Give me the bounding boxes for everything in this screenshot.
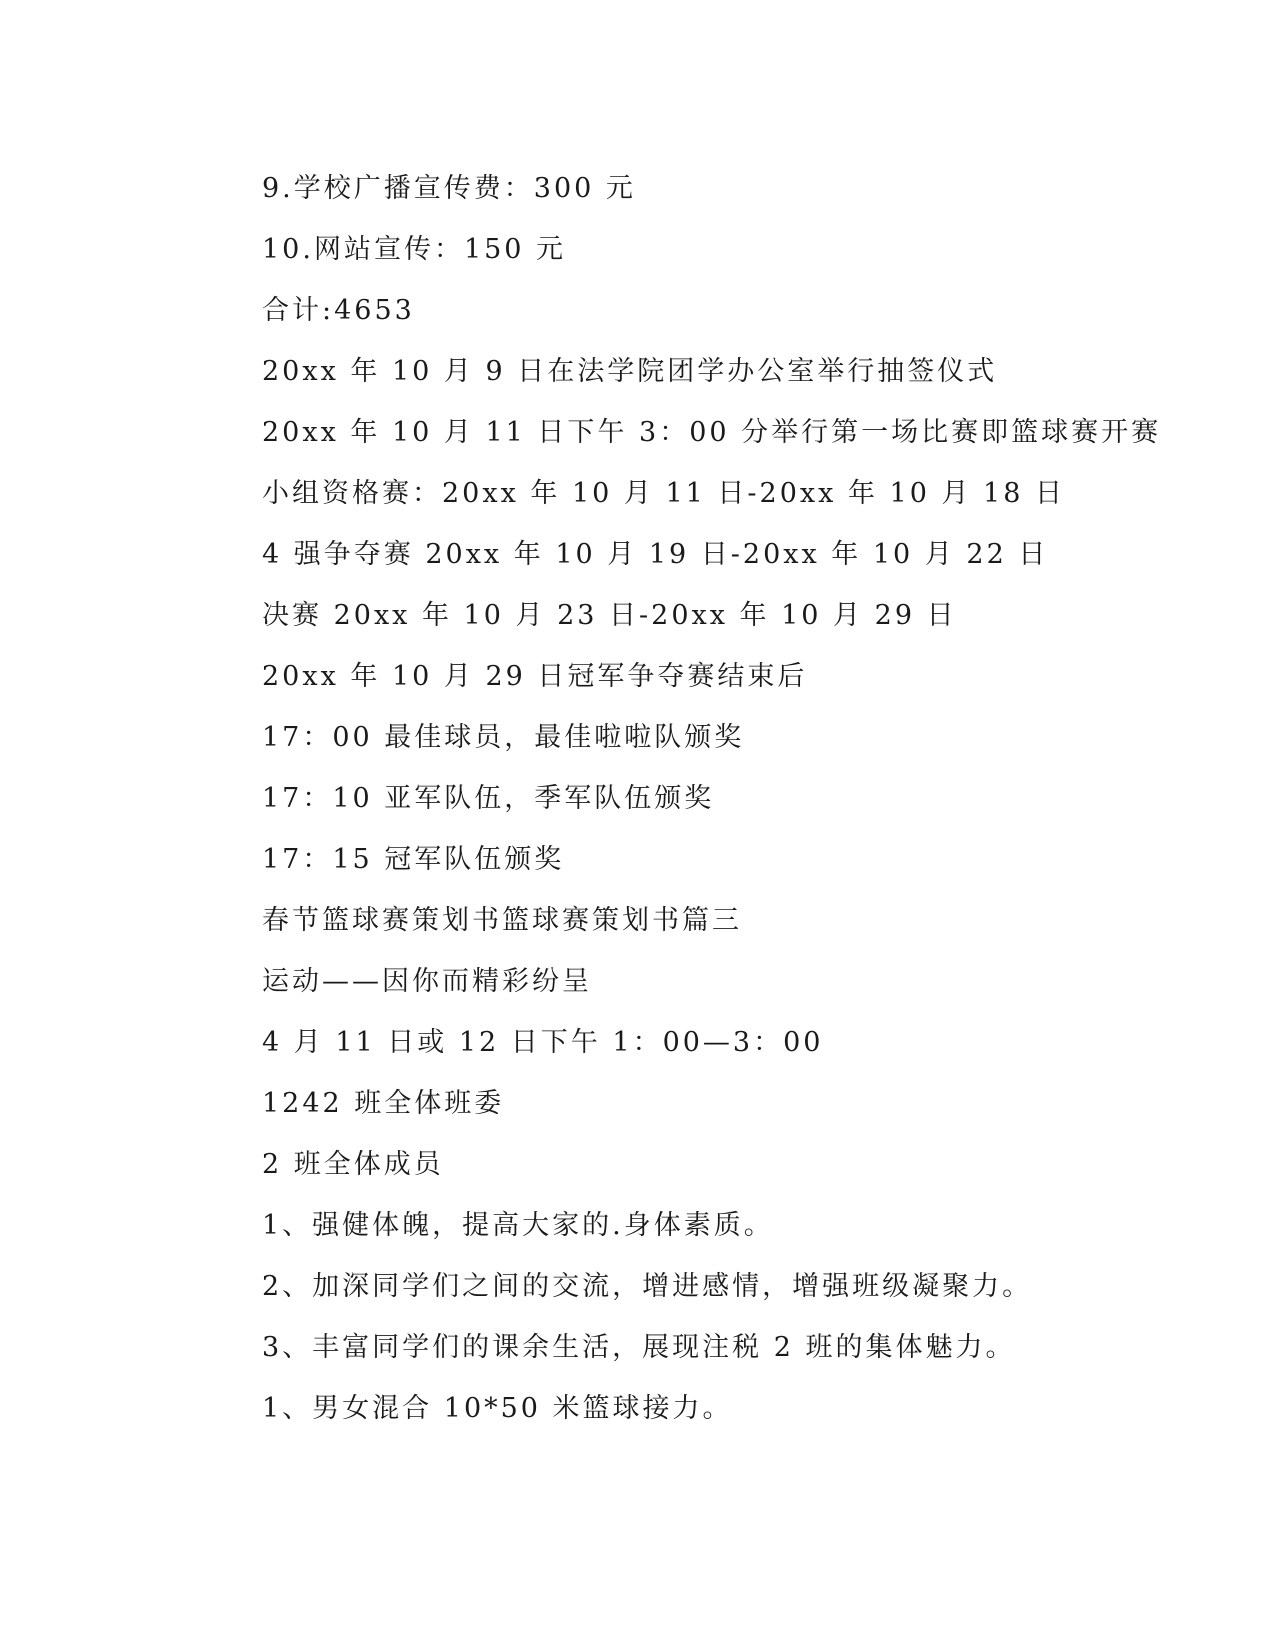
text-line: 17：00 最佳球员，最佳啦啦队颁奖 (262, 722, 745, 753)
list-item: 1、强健体魄，提高大家的.身体素质。 (262, 1210, 774, 1241)
text-line: 合计:4653 (262, 295, 415, 326)
text-line: 20xx 年 10 月 11 日下午 3：00 分举行第一场比赛即篮球赛开赛 (262, 417, 1162, 448)
text-line: 2 班全体成员 (262, 1149, 444, 1180)
text-line: 10.网站宣传：150 元 (262, 234, 567, 265)
text-line: 9.学校广播宣传费：300 元 (262, 173, 636, 204)
text-line: 20xx 年 10 月 29 日冠军争夺赛结束后 (262, 661, 808, 692)
text-line: 17：10 亚军队伍，季军队伍颁奖 (262, 783, 715, 814)
text-line: 决赛 20xx 年 10 月 23 日-20xx 年 10 月 29 日 (262, 600, 957, 631)
section-heading: 春节篮球赛策划书篮球赛策划书篇三 (262, 905, 742, 936)
text-line: 小组资格赛：20xx 年 10 月 11 日-20xx 年 10 月 18 日 (262, 478, 1065, 509)
text-line: 1242 班全体班委 (262, 1088, 505, 1119)
text-line: 4 强争夺赛 20xx 年 10 月 19 日-20xx 年 10 月 22 日 (262, 539, 1049, 570)
list-item: 1、男女混合 10*50 米篮球接力。 (262, 1393, 733, 1424)
text-line: 4 月 11 日或 12 日下午 1：00—3：00 (262, 1027, 824, 1058)
list-item: 2、加深同学们之间的交流，增进感情，增强班级凝聚力。 (262, 1271, 1033, 1302)
text-line: 17：15 冠军队伍颁奖 (262, 844, 565, 875)
list-item: 3、丰富同学们的课余生活，展现注税 2 班的集体魅力。 (262, 1332, 1016, 1363)
text-line: 运动——因你而精彩纷呈 (262, 966, 592, 997)
text-line: 20xx 年 10 月 9 日在法学院团学办公室举行抽签仪式 (262, 356, 998, 387)
document-body (262, 158, 1162, 1439)
